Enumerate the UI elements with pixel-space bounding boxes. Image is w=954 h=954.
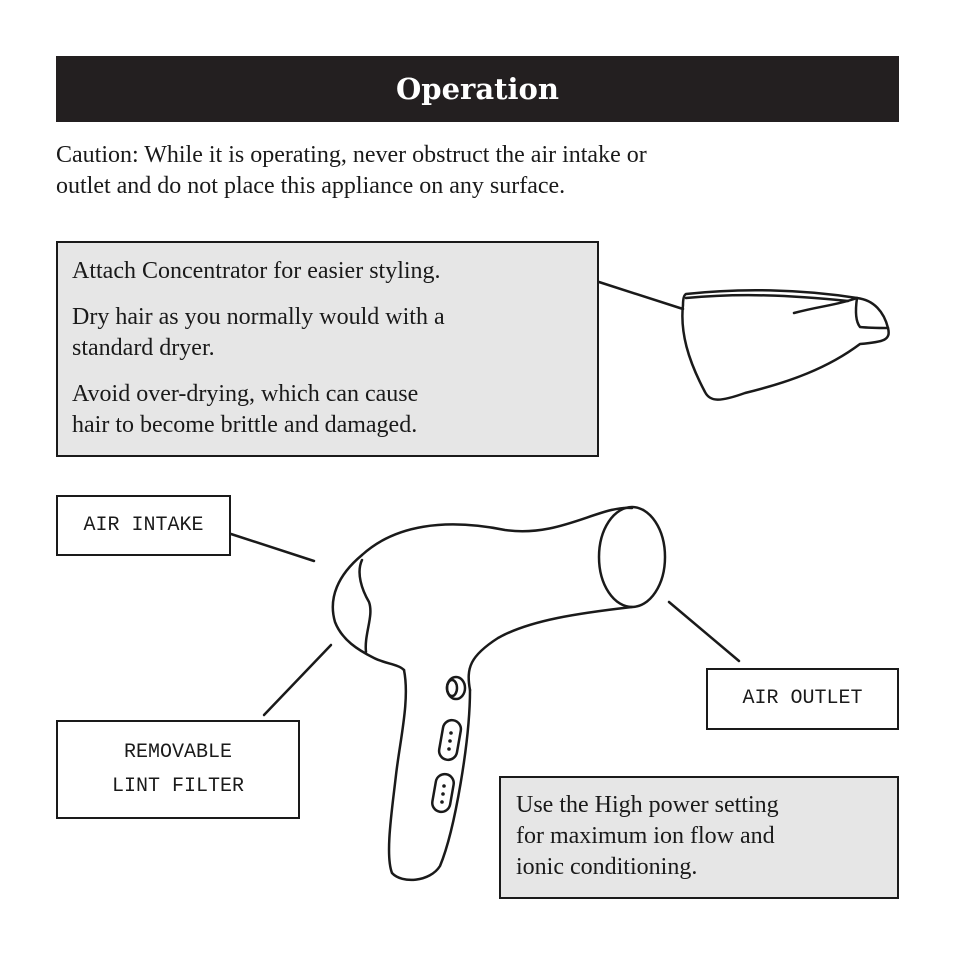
lint-filter-label	[56, 720, 300, 819]
instruction-avoid-line-1: Avoid over-drying, which can cause	[72, 381, 419, 407]
power-switch-icon	[447, 677, 465, 699]
air-outlet-label	[706, 668, 899, 730]
caution-text	[56, 140, 906, 202]
heat-switch-icon	[431, 773, 455, 814]
instruction-dry	[72, 302, 583, 364]
instruction-avoid	[72, 379, 583, 441]
high-power-note-box	[499, 776, 899, 899]
page-title: Operation	[396, 72, 559, 106]
high-power-line-3: ionic conditioning.	[516, 854, 698, 880]
lint-filter-text-1: REMOVABLE	[123, 740, 233, 764]
speed-switch-icon	[438, 719, 463, 762]
instruction-dry-line-1: Dry hair as you normally would with a	[72, 304, 445, 330]
air-outlet-text: AIR OUTLET	[742, 687, 863, 710]
high-power-line-2: for maximum ion flow and	[516, 823, 775, 849]
instruction-dry-line-2: standard dryer.	[72, 335, 215, 361]
instruction-avoid-line-2: hair to become brittle and damaged.	[72, 412, 418, 438]
concentrator-instructions-box	[56, 241, 599, 457]
instruction-attach: Attach Concentrator for easier styling.	[72, 258, 441, 284]
caution-line-1: Caution: While it is operating, never obstruct the air intake or	[56, 142, 647, 168]
air-outlet-leader-line	[669, 602, 739, 661]
lint-filter-leader-line	[264, 645, 331, 715]
air-intake-leader-line	[231, 534, 314, 561]
concentrator-icon	[682, 290, 888, 399]
page-title-bar	[56, 56, 899, 122]
high-power-line-1: Use the High power setting	[516, 792, 779, 818]
lint-filter-text-2: LINT FILTER	[111, 774, 245, 798]
air-intake-label	[56, 495, 231, 556]
caution-line-2: outlet and do not place this appliance on any surface.	[56, 173, 566, 199]
concentrator-leader-line	[599, 282, 683, 309]
air-intake-text: AIR INTAKE	[83, 513, 204, 537]
